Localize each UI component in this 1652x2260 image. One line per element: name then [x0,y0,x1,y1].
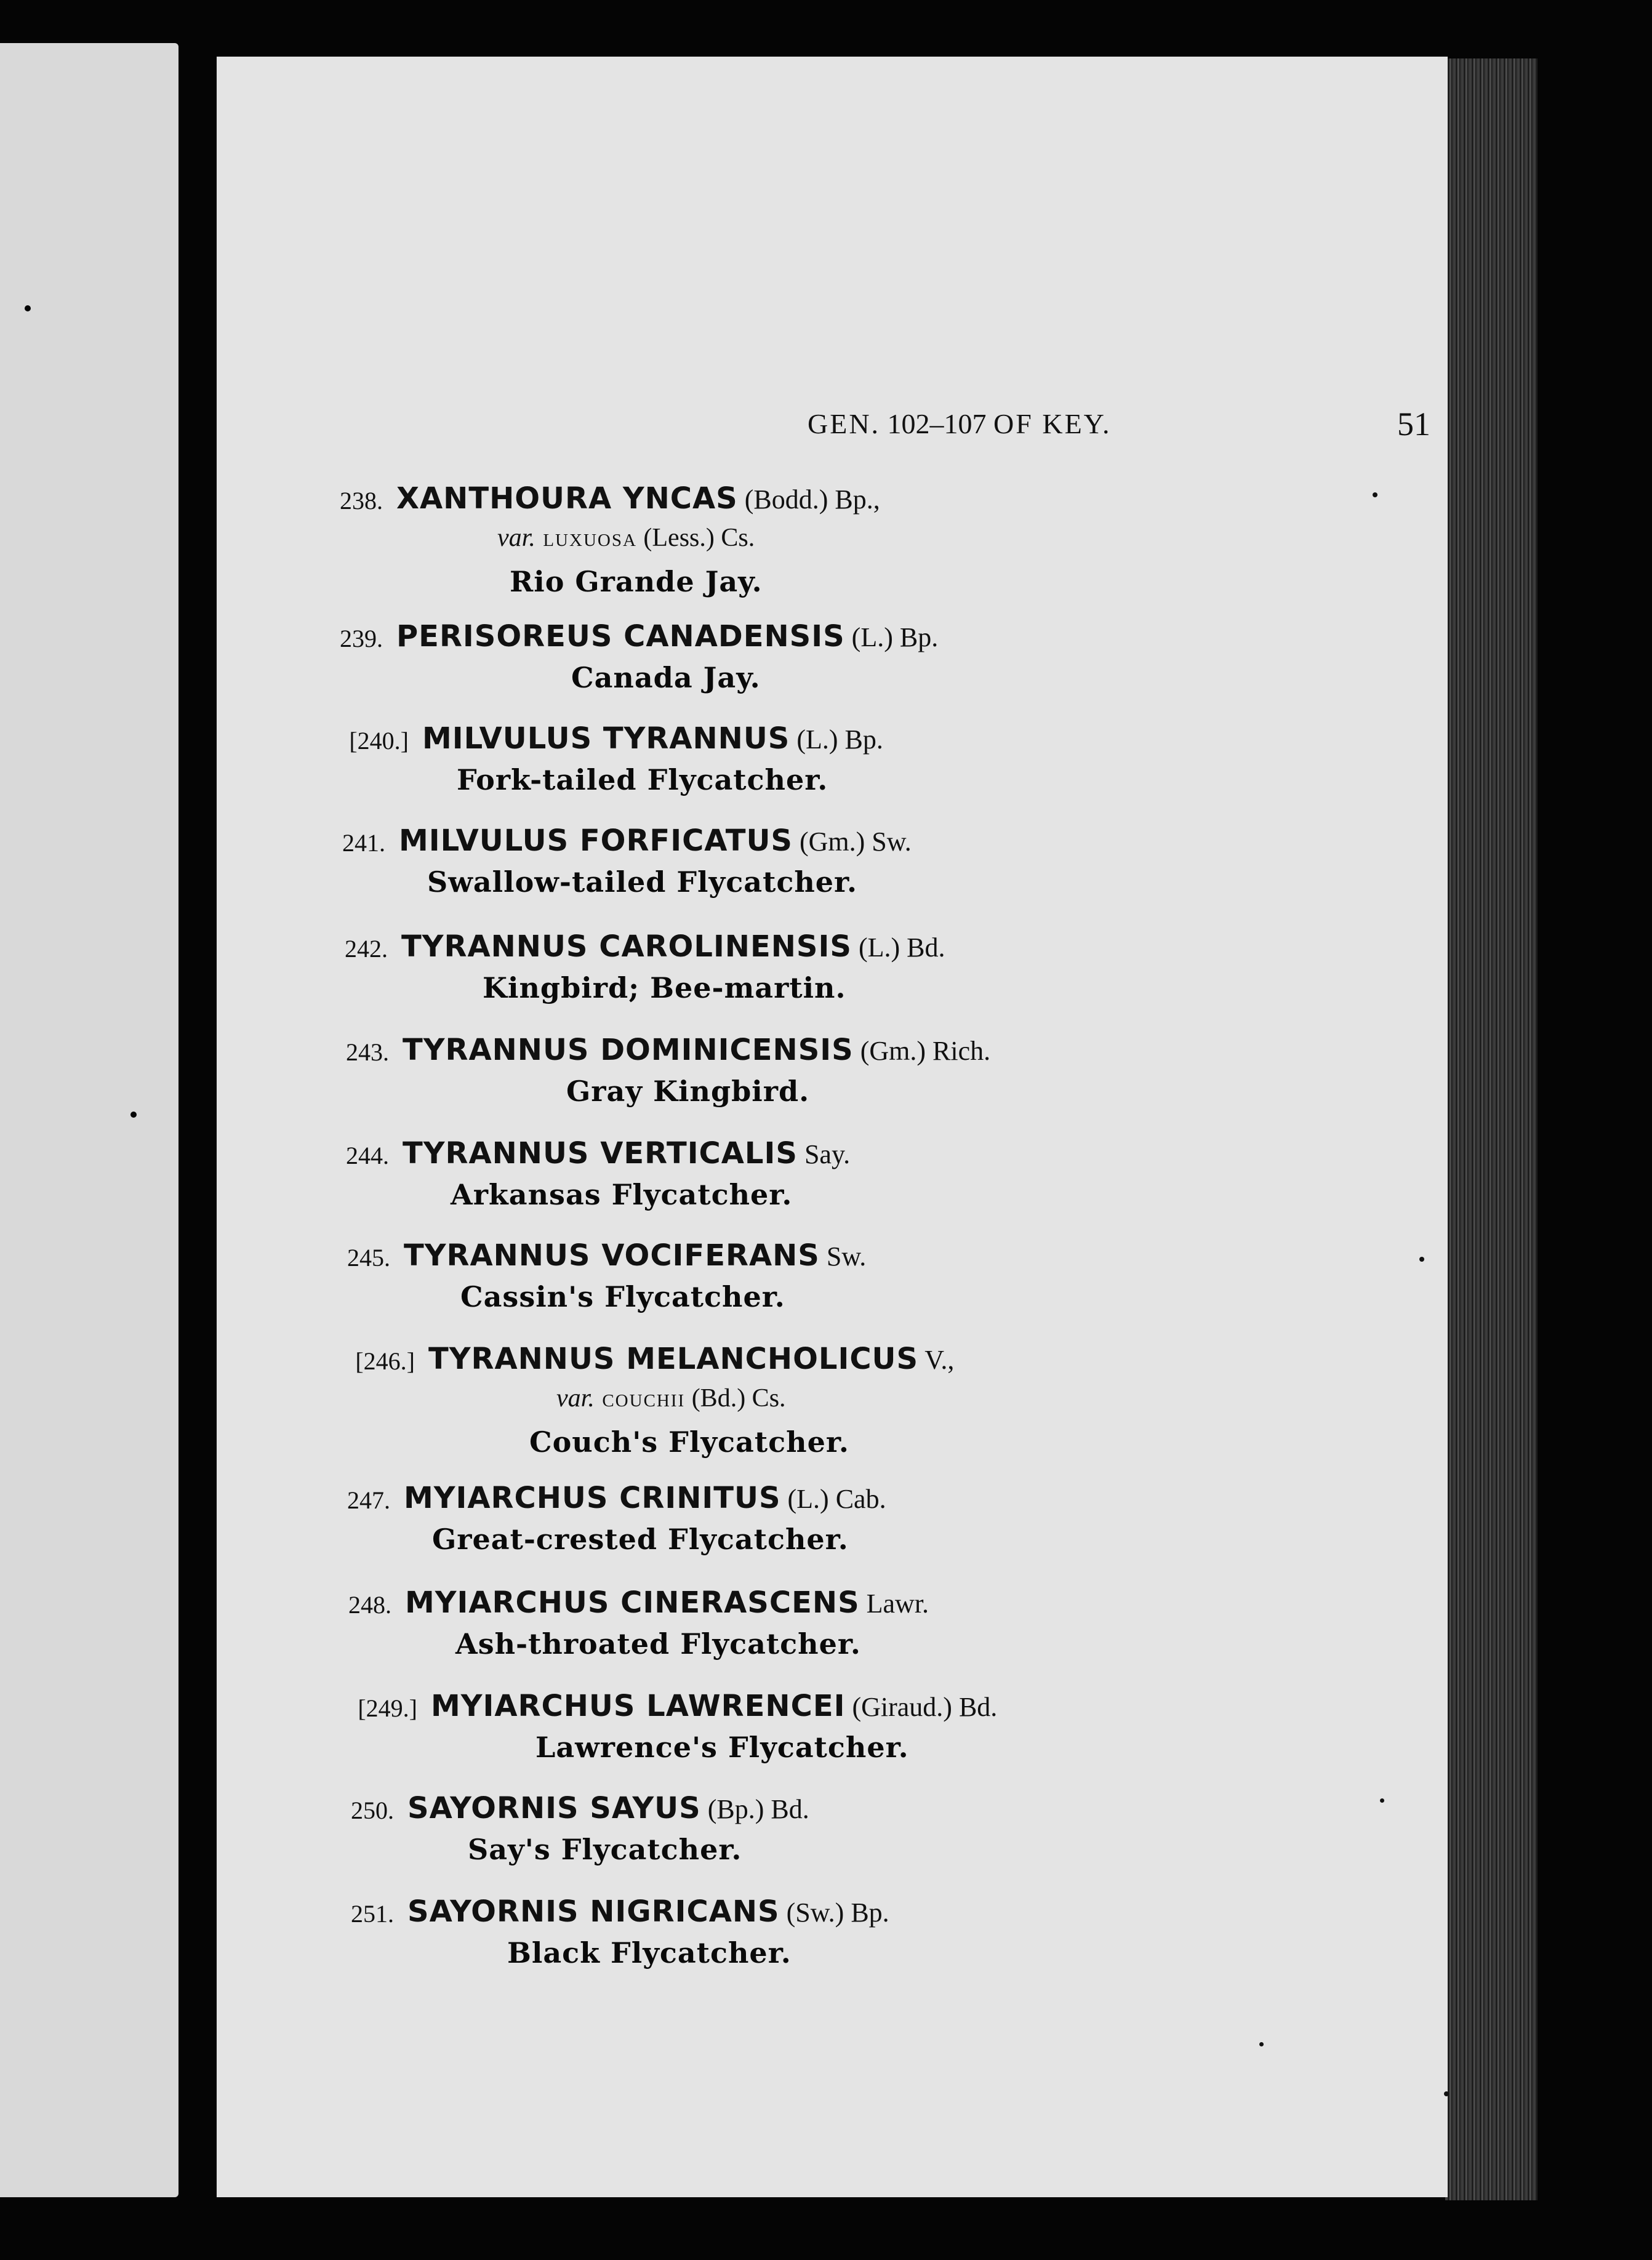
ink-speck [1444,2091,1449,2096]
entry-number: 242. [345,935,388,963]
authority: V., [918,1345,955,1375]
authority: Lawr. [859,1589,929,1619]
entry-number: 239. [340,625,383,652]
authority: (Gm.) Sw. [793,827,912,857]
common-name: Rio Grande Jay. [510,565,763,598]
entry-number: [246.] [355,1347,415,1375]
authority: (Bp.) Bd. [700,1794,809,1824]
variety-line [497,523,755,553]
entry-line [345,929,945,964]
common-name: Gray Kingbird. [566,1075,810,1108]
running-head-of-key: OF KEY. [993,408,1112,439]
entry-number: 238. [340,487,383,515]
variety-line [556,1384,786,1413]
authority: (Gm.) Rich. [853,1036,991,1066]
authority: (L.) Cab. [780,1484,886,1514]
scientific-name: MYIARCHUS CINERASCENS [405,1585,860,1620]
common-name: Kingbird; Bee-martin. [483,971,846,1004]
entry-number: 250. [351,1797,394,1824]
scientific-name: TYRANNUS MELANCHOLICUS [428,1342,919,1376]
scientific-name: SAYORNIS SAYUS [407,1791,701,1825]
scientific-name: TYRANNUS CAROLINENSIS [401,929,852,964]
entry-number: 245. [347,1244,390,1272]
common-name: Swallow-tailed Flycatcher. [427,865,858,899]
authority: (Bodd.) Bp., [737,484,880,515]
entry-line [340,619,939,654]
ink-speck [130,1112,137,1118]
common-name: Canada Jay. [571,661,761,694]
entry-number: 251. [351,1900,394,1928]
authority: Sw. [819,1241,867,1272]
ink-speck [1373,492,1377,497]
common-name: Couch's Flycatcher. [529,1425,849,1459]
authority: (Giraud.) Bd. [845,1692,998,1722]
scientific-name: MILVULUS FORFICATUS [399,823,793,858]
common-name: Arkansas Flycatcher. [451,1178,793,1211]
authority: Say. [797,1139,851,1169]
running-head-range: 102–107 [887,408,987,439]
common-name: Cassin's Flycatcher. [460,1280,785,1313]
variety-authority: (Less.) Cs. [636,524,755,552]
running-head-gen: GEN. [808,408,881,439]
scientific-name: PERISOREUS CANADENSIS [396,619,845,654]
variety-word: var. [556,1384,595,1412]
ink-speck [1380,1798,1384,1803]
scientific-name: TYRANNUS VOCIFERANS [404,1238,820,1273]
entry-line [351,1894,889,1929]
variety-name: luxuosa [535,524,637,552]
scientific-name: XANTHOURA YNCAS [396,481,738,516]
entry-number: 241. [342,829,385,857]
entry-line [346,1136,851,1171]
authority: (L.) Bd. [851,932,945,963]
common-name: Fork-tailed Flycatcher. [457,763,828,796]
page-edge [1445,58,1538,2200]
variety-authority: (Bd.) Cs. [685,1384,786,1412]
common-name: Lawrence's Flycatcher. [535,1731,909,1764]
authority: (Sw.) Bp. [779,1897,889,1928]
entry-line [347,1238,867,1273]
book-page [217,57,1448,2197]
entry-line [347,1481,886,1515]
entry-line [355,1342,955,1376]
ink-speck [1259,2042,1264,2046]
entry-line [349,721,883,756]
entry-line [342,823,912,858]
entry-number: [249.] [358,1694,417,1722]
common-name: Great-crested Flycatcher. [432,1523,849,1556]
scientific-name: SAYORNIS NIGRICANS [407,1894,780,1929]
entry-line [340,481,880,516]
entry-number: 244. [346,1142,389,1169]
entry-line [348,1585,929,1620]
entry-number: 247. [347,1486,390,1514]
variety-word: var. [497,524,535,552]
scientific-name: MILVULUS TYRANNUS [422,721,790,756]
scientific-name: MYIARCHUS CRINITUS [404,1481,781,1515]
authority: (L.) Bp. [790,724,883,755]
running-head [808,407,1111,440]
authority: (L.) Bp. [844,622,939,652]
scientific-name: TYRANNUS DOMINICENSIS [403,1033,854,1067]
variety-name: couchii [594,1384,686,1412]
entry-line [346,1033,991,1067]
ink-speck [1419,1257,1424,1262]
common-name: Ash-throated Flycatcher. [455,1627,861,1661]
ink-speck [25,305,31,311]
scientific-name: MYIARCHUS LAWRENCEI [431,1689,846,1723]
entry-number: [240.] [349,727,409,755]
entry-line [351,1791,809,1825]
entry-number: 243. [346,1038,389,1066]
common-name: Black Flycatcher. [507,1936,792,1969]
entry-number: 248. [348,1591,391,1619]
page-number: 51 [1397,406,1430,443]
common-name: Say's Flycatcher. [468,1833,742,1866]
entry-line [358,1689,998,1723]
facing-page [0,43,178,2197]
scientific-name: TYRANNUS VERTICALIS [403,1136,798,1171]
